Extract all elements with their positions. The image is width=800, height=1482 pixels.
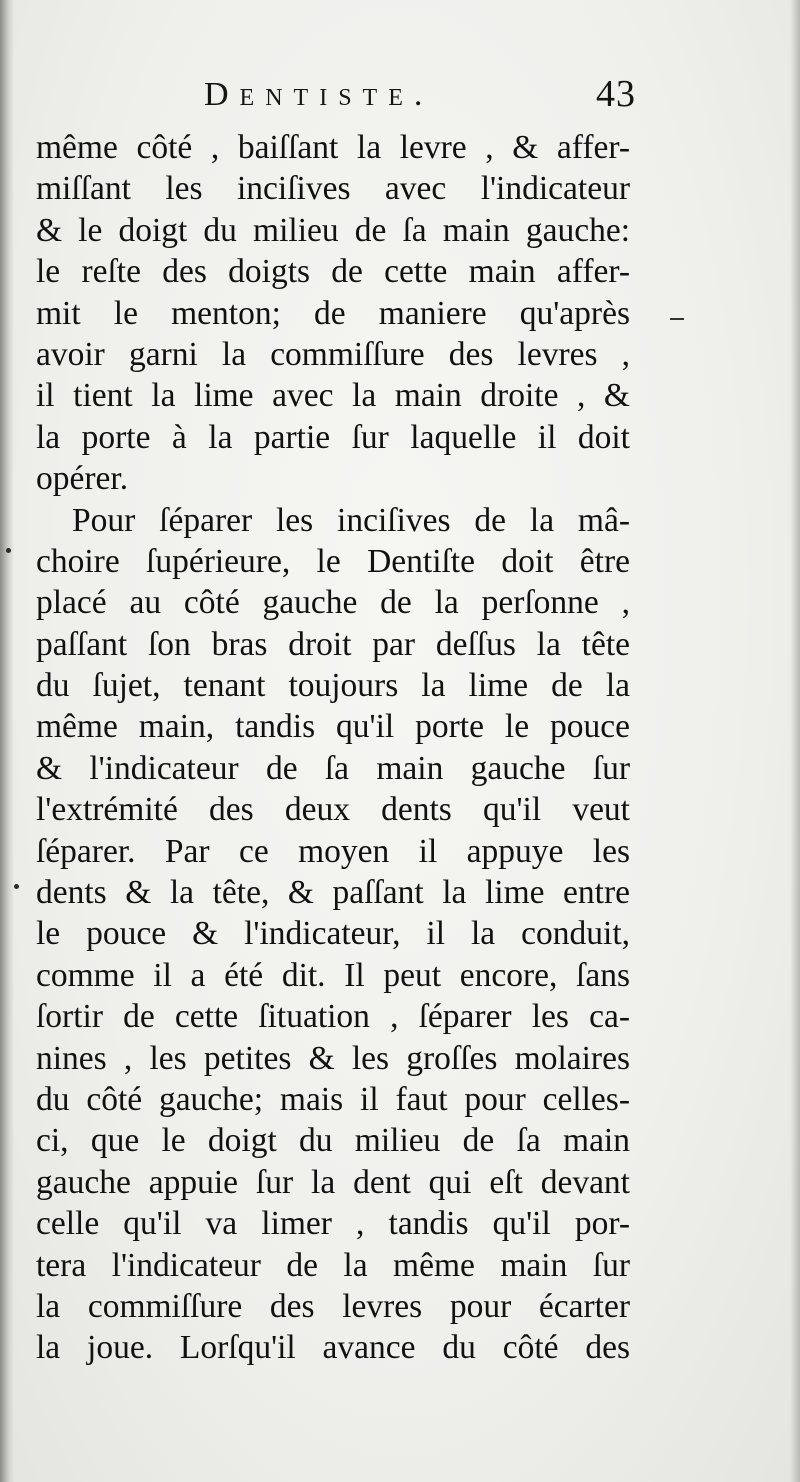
- paragraph-2: [36, 500, 630, 1369]
- text-line: paſſant ſon bras droit par deſſus la tête: [36, 625, 630, 663]
- text-line: comme il a été dit. Il peut encore, ſans: [36, 956, 630, 994]
- text-line: miſſant les inciſives avec l'indicateur: [36, 170, 630, 208]
- text-line: la joue. Lorſqu'il avance du côté des: [36, 1329, 630, 1367]
- text-line: mit le menton; de maniere qu'après: [36, 294, 630, 332]
- paper-mark: [670, 318, 684, 320]
- text-line: tera l'indicateur de la même main ſur: [36, 1246, 630, 1284]
- text-line: même main, tandis qu'il porte le pouce: [36, 708, 630, 746]
- text-line: la commiſſure des levres pour écarter: [36, 1287, 630, 1325]
- text-line: il tient la lime avec la main droite , &: [36, 377, 630, 415]
- paper-speck: [6, 548, 11, 553]
- text-line: le pouce & l'indicateur, il la conduit,: [36, 915, 630, 953]
- paragraph-1: [36, 127, 630, 500]
- running-head: Dentiste.: [204, 76, 434, 113]
- page-header: [0, 72, 800, 122]
- text-line: & le doigt du milieu de ſa main gauche:: [36, 211, 630, 249]
- text-line: opérer.: [36, 460, 129, 498]
- text-line: celle qu'il va limer , tandis qu'il por-: [36, 1205, 630, 1243]
- page-edge-shadow: [790, 0, 800, 1482]
- text-line: du ſujet, tenant toujours la lime de la: [36, 667, 630, 705]
- text-line: dents & la tête, & paſſant la lime entre: [36, 874, 630, 912]
- text-line: du côté gauche; mais il faut pour celles-: [36, 1080, 630, 1118]
- text-line: ſortir de cette ſituation , ſéparer les ca-: [36, 998, 630, 1036]
- text-line: avoir garni la commiſſure des levres ,: [36, 335, 630, 373]
- text-line: Pour ſéparer les inciſives de la mâ-: [72, 501, 630, 539]
- text-line: nines , les petites & les groſſes molaires: [36, 1039, 630, 1077]
- text-line: ci, que le doigt du milieu de ſa main: [36, 1122, 630, 1160]
- text-line: même côté , baiſſant la levre , & affer-: [36, 129, 630, 166]
- text-line: gauche appuie ſur la dent qui eſt devant: [36, 1163, 630, 1201]
- text-line: l'extrémité des deux dents qu'il veut: [36, 791, 630, 829]
- text-line: ſéparer. Par ce moyen il appuye les: [36, 832, 630, 870]
- page-gutter-shadow: [0, 0, 14, 1482]
- body-text: [36, 127, 630, 1369]
- page-number: 43: [596, 73, 636, 115]
- text-line: le reſte des doigts de cette main affer-: [36, 253, 630, 291]
- paper-speck: [14, 884, 19, 889]
- text-line: choire ſupérieure, le Dentiſte doit être: [36, 542, 630, 580]
- text-line: & l'indicateur de ſa main gauche ſur: [36, 749, 630, 787]
- text-line: placé au côté gauche de la perſonne ,: [36, 584, 630, 622]
- text-line: la porte à la partie ſur laquelle il doit: [36, 418, 630, 456]
